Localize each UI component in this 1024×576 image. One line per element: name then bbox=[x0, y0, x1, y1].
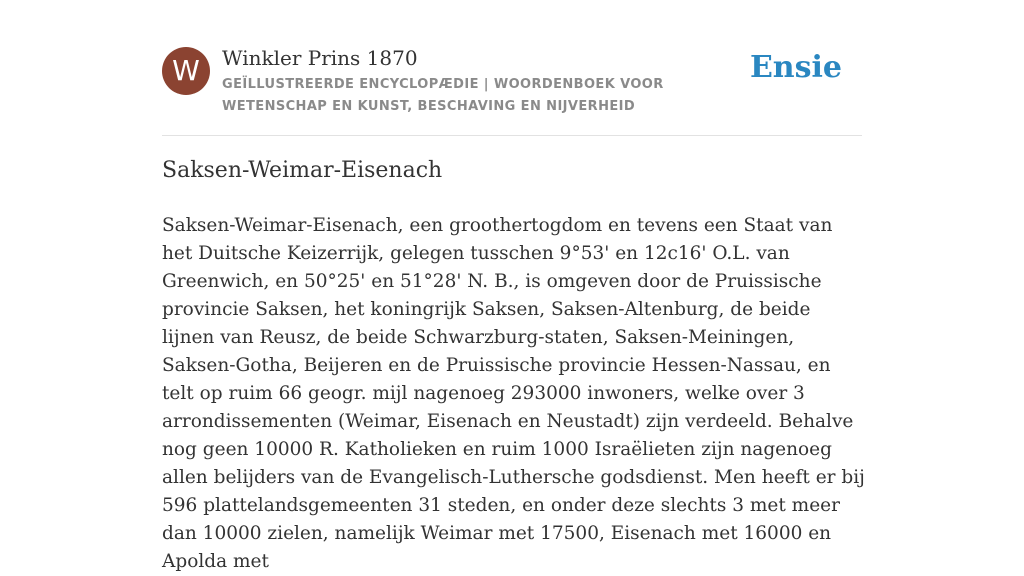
header-divider bbox=[162, 135, 862, 136]
entry-title: Saksen-Weimar-Eisenach bbox=[162, 158, 443, 183]
entry-body: Saksen-Weimar-Eisenach, een groothertogdom en tevens een Staat van het Duitsche Keizerrijk, gelegen tusschen 9°53' en 12c16' O.L. van Greenwich, en 50°25' en 51°28' N. B., is omgeven door de Pruissische provincie Saksen, het koningrijk Saksen, Saksen-Altenburg, de beide lijnen van Reusz, de beide Schwarzburg-staten, Saksen-Meiningen, Saksen-Gotha, Beijeren en de Pruissische provincie Hessen-Nassau, en telt op ruim 66 geogr. mijl nagenoeg 293000 inwoners, welke over 3 arrondissementen (Weimar, Eisenach en Neustadt) zijn verdeeld. Behalve nog geen 10000 R. Katholieken en ruim 1000 Israëlieten zijn nagenoeg allen belijders van de Evangelisch-Luthersche godsdienst. Men heeft er bij 596 plattelandsgemeenten 31 steden, en onder deze slechts 3 met meer dan 10000 zielen, namelijk Weimar met 17500, Eisenach met 16000 en Apolda met bbox=[162, 215, 865, 572]
ensie-logo-link[interactable]: Ensie bbox=[749, 50, 842, 85]
source-subtitle: GEÏLLUSTREERDE ENCYCLOPÆDIE | WOORDENBOEK VOOR WETENSCHAP EN KUNST, BESCHAVING EN NIJVERHEID bbox=[222, 77, 664, 114]
source-title[interactable]: Winkler Prins 1870 bbox=[222, 46, 418, 70]
source-header bbox=[162, 44, 862, 124]
source-avatar[interactable]: W bbox=[162, 47, 210, 95]
